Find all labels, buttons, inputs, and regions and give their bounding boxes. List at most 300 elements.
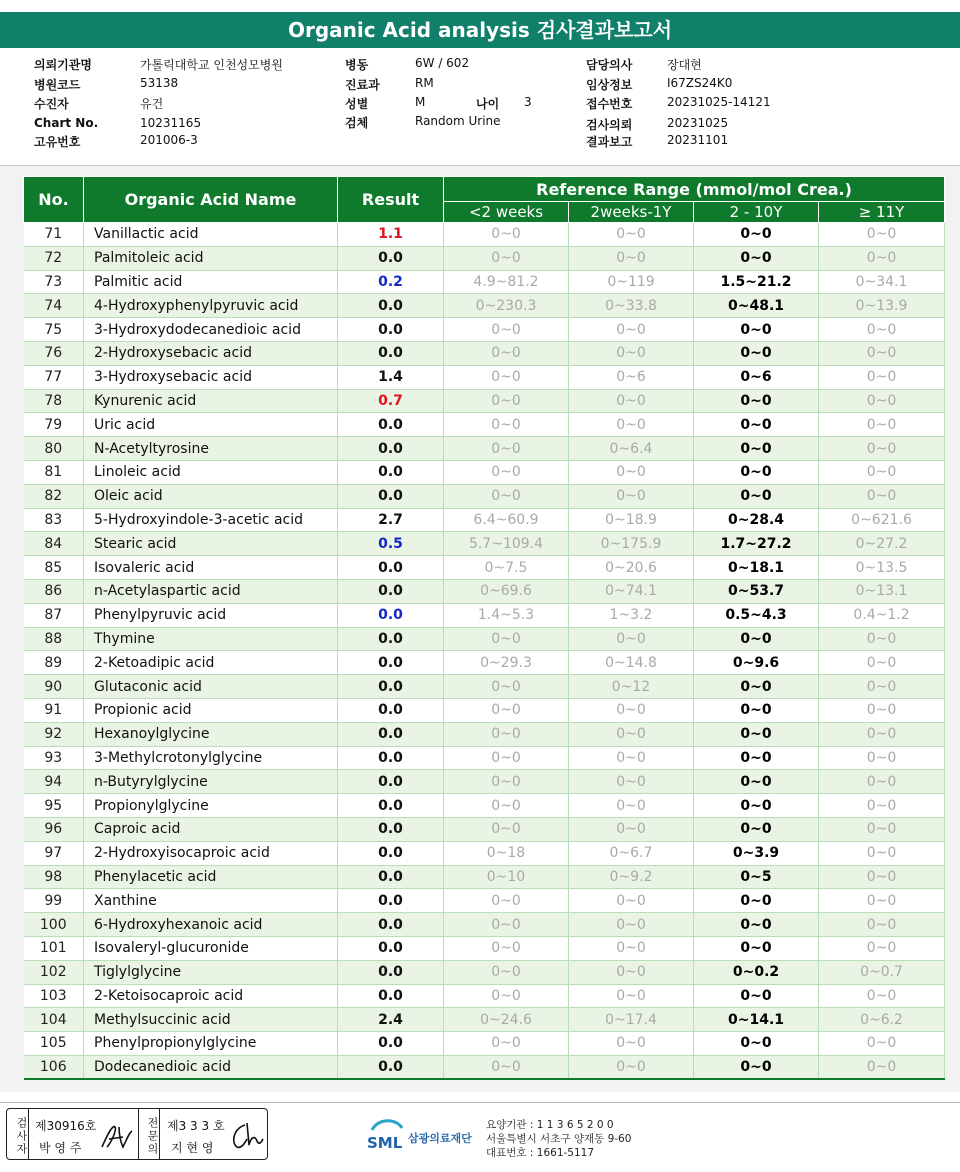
table-row <box>24 1032 945 1056</box>
row-range-2-10y: 0~9.6 <box>694 651 819 675</box>
sign1-name: 박 영 주 <box>39 1141 82 1155</box>
row-range-2w-1y: 0~0 <box>569 460 694 484</box>
row-range-lt2w: 4.9~81.2 <box>444 270 569 294</box>
row-range-2w-1y: 0~17.4 <box>569 1008 694 1032</box>
row-name: Propionylglycine <box>84 794 338 818</box>
header-range-2-10y: 2 - 10Y <box>694 202 819 223</box>
row-range-2-10y: 0~0 <box>694 770 819 794</box>
row-no: 76 <box>24 341 84 365</box>
row-range-ge11y: 0~0 <box>819 936 945 960</box>
row-result: 0.0 <box>338 460 444 484</box>
row-result: 0.0 <box>338 770 444 794</box>
sign2-name: 지 현 영 <box>171 1141 214 1155</box>
info-label: 의뢰기관명 <box>34 58 92 72</box>
row-range-2-10y: 0~28.4 <box>694 508 819 532</box>
table-row <box>24 460 945 484</box>
row-range-2w-1y: 0~0 <box>569 318 694 342</box>
row-range-lt2w: 5.7~109.4 <box>444 532 569 556</box>
row-range-ge11y: 0~0 <box>819 865 945 889</box>
row-result: 0.0 <box>338 1055 444 1079</box>
row-no: 78 <box>24 389 84 413</box>
row-no: 104 <box>24 1008 84 1032</box>
table-row <box>24 794 945 818</box>
row-range-2w-1y: 0~0 <box>569 413 694 437</box>
row-name: 2-Hydroxyisocaproic acid <box>84 841 338 865</box>
info-label: 병동 <box>345 58 369 72</box>
row-range-ge11y: 0~0 <box>819 984 945 1008</box>
table-row <box>24 889 945 913</box>
row-range-2w-1y: 0~119 <box>569 270 694 294</box>
row-name: Palmitoleic acid <box>84 246 338 270</box>
info-value: RM <box>415 76 434 90</box>
row-range-2w-1y: 0~0 <box>569 246 694 270</box>
row-range-ge11y: 0~0 <box>819 318 945 342</box>
row-range-2-10y: 0~0 <box>694 817 819 841</box>
row-range-lt2w: 0~0 <box>444 389 569 413</box>
row-no: 77 <box>24 365 84 389</box>
row-range-ge11y: 0~0 <box>819 794 945 818</box>
row-range-2-10y: 0~0 <box>694 437 819 461</box>
row-range-ge11y: 0~13.1 <box>819 579 945 603</box>
row-range-2-10y: 0~18.1 <box>694 556 819 580</box>
table-row <box>24 556 945 580</box>
row-range-2-10y: 0~0 <box>694 223 819 247</box>
table-row <box>24 913 945 937</box>
row-range-lt2w: 0~0 <box>444 1032 569 1056</box>
row-no: 80 <box>24 437 84 461</box>
table-row <box>24 341 945 365</box>
header-range-2w-1y: 2weeks-1Y <box>569 202 694 223</box>
info-label: 병원코드 <box>34 78 81 92</box>
row-range-lt2w: 0~0 <box>444 817 569 841</box>
row-result: 0.0 <box>338 603 444 627</box>
row-result: 0.0 <box>338 579 444 603</box>
row-result: 0.0 <box>338 246 444 270</box>
row-name: Thymine <box>84 627 338 651</box>
address-line-2: 서울특별시 서초구 양재동 9-60 <box>486 1133 632 1145</box>
row-range-2w-1y: 0~0 <box>569 698 694 722</box>
row-range-lt2w: 0~10 <box>444 865 569 889</box>
row-range-lt2w: 0~24.6 <box>444 1008 569 1032</box>
row-no: 103 <box>24 984 84 1008</box>
row-range-lt2w: 0~0 <box>444 413 569 437</box>
row-range-ge11y: 0~0 <box>819 365 945 389</box>
info-value: M <box>415 95 426 109</box>
row-range-2w-1y: 0~6.7 <box>569 841 694 865</box>
header-no: No. <box>24 177 84 223</box>
row-result: 0.0 <box>338 960 444 984</box>
row-range-2-10y: 0~0 <box>694 341 819 365</box>
results-table <box>23 176 945 1080</box>
table-row <box>24 484 945 508</box>
row-result: 0.0 <box>338 794 444 818</box>
signature-2 <box>229 1119 265 1153</box>
logo-mark-text: SML <box>367 1134 403 1152</box>
info-label: 성별 <box>345 97 369 111</box>
info-label: 검체 <box>345 116 369 130</box>
row-range-2-10y: 0~0 <box>694 698 819 722</box>
row-range-2w-1y: 0~0 <box>569 984 694 1008</box>
row-range-2-10y: 0~0 <box>694 794 819 818</box>
row-no: 102 <box>24 960 84 984</box>
row-name: Hexanoylglycine <box>84 722 338 746</box>
row-range-ge11y: 0~0 <box>819 698 945 722</box>
row-range-2w-1y: 0~20.6 <box>569 556 694 580</box>
row-range-lt2w: 0~0 <box>444 984 569 1008</box>
row-no: 89 <box>24 651 84 675</box>
row-no: 92 <box>24 722 84 746</box>
row-name: Tiglylglycine <box>84 960 338 984</box>
row-range-2-10y: 0~0 <box>694 889 819 913</box>
table-row <box>24 508 945 532</box>
row-range-2-10y: 0~0 <box>694 318 819 342</box>
row-range-lt2w: 0~0 <box>444 698 569 722</box>
row-no: 85 <box>24 556 84 580</box>
row-no: 91 <box>24 698 84 722</box>
row-range-2w-1y: 0~6.4 <box>569 437 694 461</box>
row-no: 101 <box>24 936 84 960</box>
table-row <box>24 960 945 984</box>
row-range-ge11y: 0~0 <box>819 770 945 794</box>
row-range-2w-1y: 0~14.8 <box>569 651 694 675</box>
row-result: 0.0 <box>338 651 444 675</box>
row-result: 1.1 <box>338 223 444 247</box>
row-range-2w-1y: 0~0 <box>569 889 694 913</box>
table-row <box>24 1055 945 1079</box>
row-range-2-10y: 0~0 <box>694 246 819 270</box>
row-range-2-10y: 0~0 <box>694 627 819 651</box>
row-result: 0.0 <box>338 746 444 770</box>
row-no: 99 <box>24 889 84 913</box>
row-range-2w-1y: 0~0 <box>569 484 694 508</box>
row-name: Isovaleric acid <box>84 556 338 580</box>
row-range-ge11y: 0~0 <box>819 1032 945 1056</box>
row-range-2w-1y: 0~0 <box>569 223 694 247</box>
row-range-lt2w: 0~0 <box>444 722 569 746</box>
info-value: 20231025-14121 <box>667 95 771 109</box>
row-range-lt2w: 0~18 <box>444 841 569 865</box>
row-range-2-10y: 0~0 <box>694 675 819 699</box>
row-range-lt2w: 0~0 <box>444 794 569 818</box>
table-row <box>24 413 945 437</box>
row-range-2-10y: 0~0 <box>694 936 819 960</box>
row-range-2w-1y: 0~0 <box>569 817 694 841</box>
row-name: 5-Hydroxyindole-3-acetic acid <box>84 508 338 532</box>
row-range-lt2w: 0~0 <box>444 223 569 247</box>
row-name: Phenylpyruvic acid <box>84 603 338 627</box>
table-row <box>24 532 945 556</box>
row-range-2w-1y: 0~74.1 <box>569 579 694 603</box>
header-range-ge11y: ≥ 11Y <box>819 202 945 223</box>
row-range-2-10y: 0~0.2 <box>694 960 819 984</box>
row-range-2-10y: 0~0 <box>694 413 819 437</box>
row-no: 73 <box>24 270 84 294</box>
row-no: 72 <box>24 246 84 270</box>
row-range-lt2w: 0~0 <box>444 341 569 365</box>
results-body <box>24 223 945 1080</box>
row-name: Glutaconic acid <box>84 675 338 699</box>
row-range-lt2w: 0~0 <box>444 437 569 461</box>
row-range-2w-1y: 0~0 <box>569 1032 694 1056</box>
row-range-lt2w: 0~0 <box>444 746 569 770</box>
row-range-lt2w: 0~0 <box>444 960 569 984</box>
info-value: Random Urine <box>415 114 501 128</box>
row-range-2w-1y: 0~6 <box>569 365 694 389</box>
info-label: 고유번호 <box>34 135 81 149</box>
row-range-ge11y: 0~0 <box>819 841 945 865</box>
row-range-lt2w: 1.4~5.3 <box>444 603 569 627</box>
row-range-ge11y: 0~0 <box>819 627 945 651</box>
row-range-lt2w: 0~0 <box>444 889 569 913</box>
row-result: 2.7 <box>338 508 444 532</box>
row-name: 3-Methylcrotonylglycine <box>84 746 338 770</box>
table-row <box>24 722 945 746</box>
row-range-lt2w: 0~0 <box>444 627 569 651</box>
row-no: 100 <box>24 913 84 937</box>
logo-mark-icon <box>366 1116 410 1156</box>
table-row <box>24 318 945 342</box>
row-result: 0.2 <box>338 270 444 294</box>
row-range-lt2w: 0~0 <box>444 318 569 342</box>
row-range-lt2w: 0~7.5 <box>444 556 569 580</box>
row-no: 90 <box>24 675 84 699</box>
row-range-ge11y: 0~6.2 <box>819 1008 945 1032</box>
info-label: 수진자 <box>34 97 69 111</box>
row-result: 0.7 <box>338 389 444 413</box>
info-label: 담당의사 <box>586 58 633 72</box>
row-range-2w-1y: 0~9.2 <box>569 865 694 889</box>
row-range-2w-1y: 0~12 <box>569 675 694 699</box>
row-range-2w-1y: 0~0 <box>569 960 694 984</box>
table-row <box>24 841 945 865</box>
row-range-ge11y: 0~0 <box>819 889 945 913</box>
row-range-ge11y: 0~34.1 <box>819 270 945 294</box>
row-no: 88 <box>24 627 84 651</box>
report-title: Organic Acid analysis 검사결과보고서 <box>0 12 960 48</box>
row-range-2w-1y: 0~0 <box>569 389 694 413</box>
row-range-ge11y: 0~13.5 <box>819 556 945 580</box>
row-result: 0.0 <box>338 817 444 841</box>
row-name: Uric acid <box>84 413 338 437</box>
row-name: Oleic acid <box>84 484 338 508</box>
row-range-2w-1y: 0~0 <box>569 627 694 651</box>
row-range-2w-1y: 0~0 <box>569 794 694 818</box>
age-value: 3 <box>524 95 532 109</box>
row-range-lt2w: 0~0 <box>444 913 569 937</box>
table-row <box>24 651 945 675</box>
row-range-2w-1y: 0~0 <box>569 770 694 794</box>
row-range-ge11y: 0~0 <box>819 817 945 841</box>
row-result: 0.0 <box>338 341 444 365</box>
info-value: 10231165 <box>140 116 202 130</box>
row-no: 83 <box>24 508 84 532</box>
row-range-2-10y: 0.5~4.3 <box>694 603 819 627</box>
row-no: 84 <box>24 532 84 556</box>
row-range-ge11y: 0~0 <box>819 437 945 461</box>
row-range-lt2w: 0~0 <box>444 365 569 389</box>
row-range-2w-1y: 0~0 <box>569 936 694 960</box>
row-name: n-Butyrylglycine <box>84 770 338 794</box>
row-no: 75 <box>24 318 84 342</box>
row-result: 2.4 <box>338 1008 444 1032</box>
info-value: 가톨릭대학교 인천성모병원 <box>140 58 283 72</box>
row-range-ge11y: 0~0 <box>819 484 945 508</box>
row-range-2w-1y: 0~0 <box>569 1055 694 1079</box>
row-range-2-10y: 0~0 <box>694 389 819 413</box>
row-range-2w-1y: 0~18.9 <box>569 508 694 532</box>
row-no: 106 <box>24 1055 84 1079</box>
row-name: 3-Hydroxydodecanedioic acid <box>84 318 338 342</box>
row-name: Palmitic acid <box>84 270 338 294</box>
row-range-2-10y: 0~0 <box>694 913 819 937</box>
row-range-2-10y: 0~53.7 <box>694 579 819 603</box>
sign1-label: 검사자 <box>7 1109 29 1159</box>
table-row <box>24 1008 945 1032</box>
row-range-2-10y: 0~14.1 <box>694 1008 819 1032</box>
info-value: I67ZS24K0 <box>667 76 733 90</box>
row-result: 0.0 <box>338 413 444 437</box>
row-range-ge11y: 0~0 <box>819 746 945 770</box>
row-result: 0.0 <box>338 627 444 651</box>
row-name: n-Acetylaspartic acid <box>84 579 338 603</box>
row-name: Phenylacetic acid <box>84 865 338 889</box>
row-result: 0.0 <box>338 984 444 1008</box>
info-label: 진료과 <box>345 78 380 92</box>
header-range-lt2w: <2 weeks <box>444 202 569 223</box>
row-range-lt2w: 0~69.6 <box>444 579 569 603</box>
row-no: 105 <box>24 1032 84 1056</box>
row-range-2w-1y: 0~175.9 <box>569 532 694 556</box>
row-range-ge11y: 0~0 <box>819 722 945 746</box>
footer-divider <box>0 1102 960 1103</box>
row-range-lt2w: 0~0 <box>444 246 569 270</box>
row-result: 0.0 <box>338 675 444 699</box>
row-range-lt2w: 0~29.3 <box>444 651 569 675</box>
row-result: 0.0 <box>338 484 444 508</box>
row-name: N-Acetyltyrosine <box>84 437 338 461</box>
header-name: Organic Acid Name <box>84 177 338 223</box>
row-range-2-10y: 0~48.1 <box>694 294 819 318</box>
table-row <box>24 627 945 651</box>
row-range-2-10y: 0~0 <box>694 460 819 484</box>
row-no: 81 <box>24 460 84 484</box>
row-name: 2-Ketoisocaproic acid <box>84 984 338 1008</box>
row-range-2w-1y: 0~0 <box>569 913 694 937</box>
row-range-ge11y: 0.4~1.2 <box>819 603 945 627</box>
row-range-ge11y: 0~0 <box>819 223 945 247</box>
row-range-lt2w: 6.4~60.9 <box>444 508 569 532</box>
row-name: 6-Hydroxyhexanoic acid <box>84 913 338 937</box>
header-reference: Reference Range (mmol/mol Crea.) <box>444 177 945 202</box>
row-name: Dodecanedioic acid <box>84 1055 338 1079</box>
table-row <box>24 770 945 794</box>
row-result: 0.0 <box>338 294 444 318</box>
row-range-2-10y: 0~5 <box>694 865 819 889</box>
signature-1 <box>99 1121 135 1153</box>
table-row <box>24 437 945 461</box>
table-row <box>24 984 945 1008</box>
table-row <box>24 865 945 889</box>
row-result: 0.0 <box>338 913 444 937</box>
info-value: 6W / 602 <box>415 56 470 70</box>
table-row <box>24 698 945 722</box>
row-range-lt2w: 0~0 <box>444 460 569 484</box>
row-result: 0.5 <box>338 532 444 556</box>
table-row <box>24 675 945 699</box>
row-range-ge11y: 0~0 <box>819 675 945 699</box>
row-range-2-10y: 0~0 <box>694 984 819 1008</box>
row-no: 82 <box>24 484 84 508</box>
address-line-3: 대표번호 : 1661-5117 <box>486 1147 595 1159</box>
info-label: 접수번호 <box>586 97 633 111</box>
row-range-lt2w: 0~230.3 <box>444 294 569 318</box>
sign2-license: 제3 3 3 호 <box>167 1119 225 1133</box>
row-range-ge11y: 0~0 <box>819 246 945 270</box>
row-range-2-10y: 0~0 <box>694 746 819 770</box>
table-row <box>24 817 945 841</box>
row-range-ge11y: 0~0 <box>819 913 945 937</box>
row-name: Vanillactic acid <box>84 223 338 247</box>
table-row <box>24 389 945 413</box>
row-result: 0.0 <box>338 722 444 746</box>
row-range-ge11y: 0~13.9 <box>819 294 945 318</box>
table-row <box>24 294 945 318</box>
row-result: 0.0 <box>338 437 444 461</box>
row-no: 87 <box>24 603 84 627</box>
info-label: 검사의뢰 <box>586 118 633 132</box>
row-name: Methylsuccinic acid <box>84 1008 338 1032</box>
row-range-ge11y: 0~0 <box>819 413 945 437</box>
row-result: 0.0 <box>338 865 444 889</box>
row-range-lt2w: 0~0 <box>444 484 569 508</box>
row-range-ge11y: 0~0 <box>819 389 945 413</box>
table-row <box>24 246 945 270</box>
row-name: Caproic acid <box>84 817 338 841</box>
row-range-2-10y: 1.5~21.2 <box>694 270 819 294</box>
table-row <box>24 270 945 294</box>
row-range-2w-1y: 0~0 <box>569 722 694 746</box>
row-range-2-10y: 0~0 <box>694 722 819 746</box>
info-value: 20231025 <box>667 116 729 130</box>
header-result: Result <box>338 177 444 223</box>
row-result: 0.0 <box>338 889 444 913</box>
row-range-lt2w: 0~0 <box>444 675 569 699</box>
row-result: 0.0 <box>338 1032 444 1056</box>
info-value: 53138 <box>140 76 179 90</box>
row-no: 93 <box>24 746 84 770</box>
row-range-ge11y: 0~0 <box>819 341 945 365</box>
table-row <box>24 365 945 389</box>
row-name: Linoleic acid <box>84 460 338 484</box>
row-no: 86 <box>24 579 84 603</box>
row-range-ge11y: 0~0.7 <box>819 960 945 984</box>
row-result: 0.0 <box>338 936 444 960</box>
row-no: 95 <box>24 794 84 818</box>
table-row <box>24 936 945 960</box>
row-range-2-10y: 1.7~27.2 <box>694 532 819 556</box>
row-no: 96 <box>24 817 84 841</box>
info-value: 201006-3 <box>140 133 198 147</box>
row-no: 71 <box>24 223 84 247</box>
info-label: Chart No. <box>34 116 99 130</box>
row-result: 1.4 <box>338 365 444 389</box>
row-range-2-10y: 0~6 <box>694 365 819 389</box>
table-row <box>24 746 945 770</box>
info-label: 결과보고 <box>586 135 633 149</box>
row-no: 94 <box>24 770 84 794</box>
row-name: Propionic acid <box>84 698 338 722</box>
row-result: 0.0 <box>338 318 444 342</box>
